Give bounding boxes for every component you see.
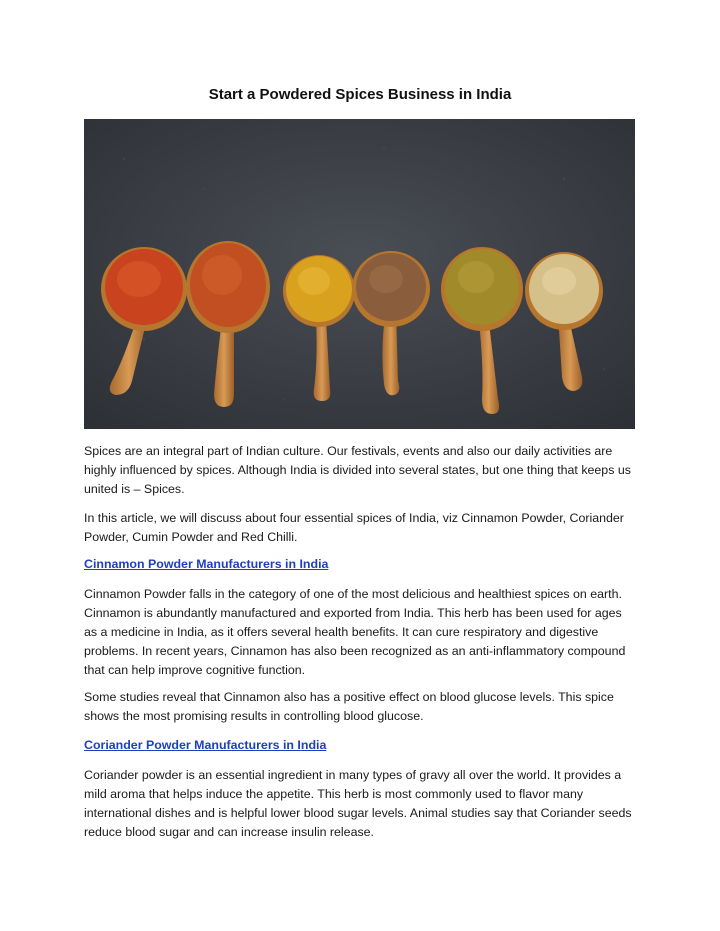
overview-paragraph: In this article, we will discuss about four essential spices of India, viz Cinnamon Powder, Coriander Powder, Cumin Powder and Red Chilli. (84, 511, 624, 544)
intro-paragraph: Spices are an integral part of Indian culture. Our festivals, events and also our daily activities are highly influenced by spices. Although India is divided into several states, but one thing that keeps us united is – Spices. (84, 444, 631, 496)
cinnamon-paragraph-2: Some studies reveal that Cinnamon also has a positive effect on blood glucose levels. This spice shows the most promising results in controlling blood glucose. (84, 690, 614, 723)
cinnamon-paragraph-1: Cinnamon Powder falls in the category of one of the most delicious and healthiest spices on earth. Cinnamon is abundantly manufactured and exported from India. This herb has been used for ages as a medicine in India, as it offers several health benefits. It can cure respiratory and digestive problems. In recent years, Cinnamon has also been recognized as an anti-inflammatory compound that can help improve cognitive function. (84, 587, 626, 677)
cinnamon-section-link[interactable]: Cinnamon Powder Manufacturers in India (84, 557, 329, 571)
coriander-paragraph-1: Coriander powder is an essential ingredient in many types of gravy all over the world. It provides a mild aroma that helps induce the appetite. This herb is most commonly used to flavor many international dishes and is helpful lower blood sugar levels. Animal studies say that Coriander seeds reduce blood sugar and can increase insulin release. (84, 768, 632, 839)
spice-spoons-photo (84, 119, 635, 429)
page-title: Start a Powdered Spices Business in India (208, 86, 512, 103)
coriander-section-link[interactable]: Coriander Powder Manufacturers in India (84, 738, 327, 752)
